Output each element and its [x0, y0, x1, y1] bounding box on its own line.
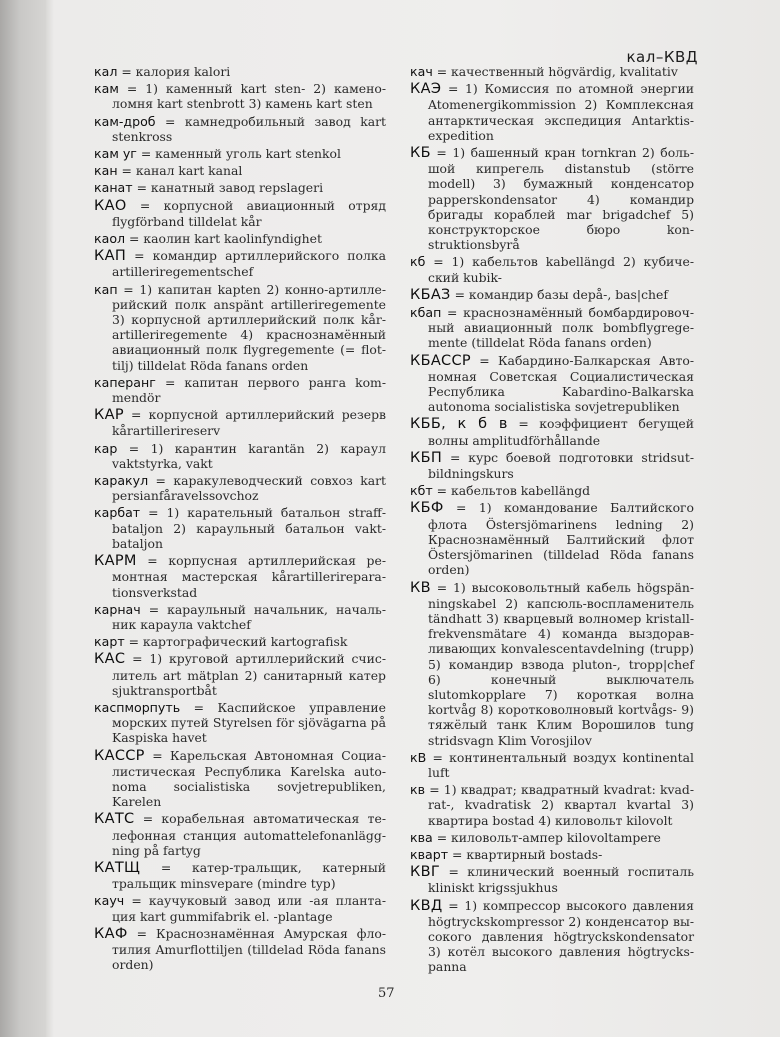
entry-headword: КВД	[410, 897, 443, 914]
entry-headword: каперанг	[94, 374, 156, 390]
entry-definition: = 1) круговой артиллерийский счислитель art mätplan 2) санитарный катер sjuktransportbåt	[112, 651, 386, 698]
dictionary-entry	[94, 375, 386, 405]
entry-headword: КБ	[410, 145, 431, 162]
entry-headword: КВГ	[410, 864, 440, 881]
dictionary-entry	[410, 847, 694, 862]
dictionary-entry	[94, 700, 386, 746]
entry-definition: = 1) высоковольтный кабель högspänningskabel 2) капсюль-воспламенитель tändhatt 3) кварцевый волномер kristallfrekvensmätare 4) команда выздоравливающих konvalescentavdelning (trupp) 5) командир взвода pluton-, tropp|chef 6) конечный выключатель slutomkopplare 7) короткая волна kortvåg 8) коротковолновый kortvågs- 9) тяжёлый танк Клим Ворошилов tung stridsvagn Klim Vorosjilov	[428, 579, 694, 748]
left-column	[94, 64, 386, 974]
dictionary-entry	[94, 180, 386, 195]
entry-definition: = 1) командование Балтийского флота Östersjömarinens ledning 2) Краснознамённый Балтийский флот Östersjömarinen (tilldelad Röda fanans orden)	[428, 500, 694, 578]
dictionary-entry	[410, 782, 694, 828]
dictionary-entry	[94, 163, 386, 178]
dictionary-entry	[94, 146, 386, 161]
entry-headword: КАССР	[94, 747, 145, 764]
entry-headword: кб	[410, 254, 426, 270]
entry-headword: ква	[410, 829, 433, 845]
dictionary-entry	[94, 893, 386, 923]
dictionary-entry	[94, 926, 386, 973]
entry-headword: каспморпуть	[94, 699, 181, 715]
entry-definition: = 1) Комиссия по атомной энергии Atomenergikommission 2) Комплексная антарктическая экспедиция Antarktisexpedition	[428, 81, 694, 143]
dictionary-entry	[94, 248, 386, 279]
entry-headword: кбап	[410, 305, 442, 321]
entry-headword: каракул	[94, 473, 149, 489]
entry-headword: КАЭ	[410, 81, 442, 98]
dictionary-entry	[410, 81, 694, 143]
entry-headword: кар	[94, 440, 118, 456]
entry-definition: = 1) карательный батальон straffbataljon 2) караульный батальон vaktbataljon	[112, 505, 386, 551]
dictionary-entry	[94, 282, 386, 373]
entry-headword: кам уг	[94, 146, 137, 162]
entry-definition: = канатный завод repslageri	[132, 180, 324, 196]
entry-headword: карбат	[94, 505, 141, 521]
entry-definition: = командир базы depå-, bas|chef	[450, 286, 668, 302]
entry-definition: = 1) карантин karantän 2) караул vaktstyrka, vakt	[112, 440, 386, 471]
entry-definition: = 1) башенный кран tornkran 2) большой кипрегель distanstub (större modell) 3) бумажный конденсатор papperskondensator 4) командир бригады кораблей mar brigadchef 5) конструкторское бюро konstruktionsbyrå	[428, 145, 694, 253]
entry-definition: = калория kalori	[117, 64, 231, 79]
dictionary-entry	[410, 64, 694, 79]
entry-definition: = 1) капитан kapten 2) конно-артиллерийский полк anspänt artilleriregemente 3) корпусной артиллерийский полк kårartilleriregemente 4) краснознамённый авиационный полк flygregemente (= flottilj) tilldelat Röda fanans orden	[112, 281, 386, 373]
dictionary-entry	[94, 634, 386, 649]
entry-headword: кам	[94, 81, 119, 97]
entry-definition: = каолин kart kaolinfyndighet	[125, 231, 322, 247]
entry-headword: кв	[410, 782, 426, 798]
entry-headword: КАС	[94, 651, 126, 668]
entry-definition: = курс боевой подготовки stridsutbildningskurs	[428, 449, 694, 482]
entry-definition: = каменный уголь kart stenkol	[136, 146, 341, 162]
dictionary-entry	[94, 651, 386, 698]
dictionary-entry	[410, 500, 694, 577]
entry-headword: карнач	[94, 601, 141, 617]
entry-headword: кварт	[410, 846, 449, 862]
dictionary-entry	[94, 860, 386, 891]
dictionary-entry	[94, 505, 386, 551]
dictionary-entry	[94, 811, 386, 858]
entry-definition: = киловольт-ампер kilovoltampere	[432, 829, 661, 845]
dictionary-entry	[94, 553, 386, 600]
entry-headword: кан	[94, 163, 118, 179]
page-number: 57	[378, 986, 395, 1001]
entry-definition: = 1) квадрат; квадратный kvadrat: kvadrat-, kvadratisk 2) квартал kvartal 3) квартира bostad 4) киловольт kilovolt	[425, 782, 694, 828]
dictionary-entry	[410, 254, 694, 284]
dictionary-entry	[410, 353, 694, 415]
entry-headword: КАР	[94, 407, 124, 424]
entry-definition: = Краснознамённая Амурская флотилия Amurflottiljen (tilldelad Röda fanans orden)	[112, 925, 386, 973]
dictionary-entry	[94, 602, 386, 632]
entry-headword: кауч	[94, 893, 125, 909]
entry-headword: КВ	[410, 579, 431, 596]
dictionary-entry	[410, 450, 694, 481]
entry-headword: КБАЗ	[410, 286, 451, 303]
entry-headword: КБАССР	[410, 352, 471, 369]
dictionary-entry	[94, 114, 386, 144]
entry-definition: = 1) каменный kart sten- 2) каменоломня kart stenbrott 3) камень kart sten	[112, 81, 386, 112]
entry-headword: карт	[94, 634, 125, 650]
dictionary-entry	[94, 81, 386, 111]
entry-headword: КАТЩ	[94, 859, 141, 876]
dictionary-entry	[410, 830, 694, 845]
entry-definition: = канал kart kanal	[117, 163, 243, 179]
dictionary-entry	[410, 145, 694, 252]
entry-definition: = Кабардино-Балкарская Автономная Советская Социалистическая Республика Kabardino-Balkarska autonoma socialistiska sovjetrepubliken	[428, 352, 694, 415]
entry-definition: = 1) компрессор высокого давления högtryckskompressor 2) конденсатор высокого давления högtryckskondensator 3) котёл высокого давления högtryckspanna	[428, 897, 694, 975]
entry-definition: = Каспийское управление морских путей Styrelsen för sjövägarna på Kaspiska havet	[112, 699, 386, 746]
dictionary-entry	[94, 441, 386, 471]
entry-definition: = квартирный bostads-	[448, 846, 603, 862]
book-spine-shadow	[0, 0, 46, 1037]
dictionary-entry	[410, 898, 694, 975]
entry-headword: КБП	[410, 449, 443, 466]
dictionary-entry	[94, 473, 386, 503]
entry-definition: = картографический kartografisk	[124, 634, 348, 650]
entry-headword: КБФ	[410, 500, 444, 517]
dictionary-entry	[94, 198, 386, 229]
entry-definition: = корабельная автоматическая телефонная станция automattelefonanläggning på fartyg	[112, 811, 386, 858]
dictionary-entry	[410, 483, 694, 498]
entry-definition: = 1) кабельтов kabellängd 2) кубический kubik-	[425, 254, 694, 285]
entry-definition: = корпусной артиллерийский резерв kårartillerireserv	[112, 407, 386, 439]
entry-definition: = капитан первого ранга kommendör	[112, 374, 386, 406]
dictionary-entry	[410, 750, 694, 780]
entry-headword: кап	[94, 281, 118, 297]
entry-definition: = краснознамённый бомбардировочный авиационный полк bombflygregemente (tilldelat Röda fanans orden)	[428, 305, 694, 351]
dictionary-entry	[94, 231, 386, 246]
entry-headword: каол	[94, 231, 126, 247]
entry-definition: = корпусной авиационный отряд flygförband tilldelat kår	[112, 197, 386, 229]
right-column	[410, 64, 694, 977]
entry-definition: = клинический военный госпиталь kliniskt krigssjukhus	[428, 864, 694, 896]
entry-definition: = каракулеводческий совхоз kart persianfåravelssovchoz	[112, 473, 386, 504]
dictionary-entry	[410, 864, 694, 895]
entry-definition: = командир артиллерийского полка artilleriregementschef	[112, 248, 386, 280]
dictionary-entry	[410, 416, 694, 447]
entry-headword: канат	[94, 180, 133, 196]
entry-headword: кам-дроб	[94, 113, 156, 129]
entry-headword: КББ, к б в	[410, 416, 508, 433]
entry-headword: КАРМ	[94, 553, 137, 570]
dictionary-entry	[410, 580, 694, 748]
dictionary-entry	[94, 748, 386, 810]
entry-headword: кВ	[410, 749, 427, 765]
dictionary-entry	[94, 64, 386, 79]
entry-definition: = корпусная артиллерийская ремонтная мастерская kårartillerireparationsverkstad	[112, 553, 386, 600]
entry-definition: = коэффициент бегущей волны amplitudförhållande	[428, 416, 695, 448]
dictionary-entry	[410, 305, 694, 351]
entry-definition: = кабельтов kabellängd	[432, 483, 591, 499]
entry-headword: кбт	[410, 483, 433, 499]
entry-definition: = качественный högvärdig, kvalitativ	[432, 64, 678, 79]
entry-headword: кач	[410, 64, 433, 79]
running-head: кал–КВД	[626, 48, 698, 66]
entry-definition: = катер-тральщик, катерный тральщик minsvepare (mindre typ)	[112, 859, 386, 892]
entry-definition: = Карельская Автономная Социалистическая Республика Karelska autonoma socialistiska sovjetrepubliken, Karelen	[112, 747, 386, 810]
entry-headword: КАФ	[94, 925, 128, 942]
dictionary-entry	[410, 287, 694, 303]
entry-headword: КАП	[94, 248, 127, 265]
entry-headword: КАТС	[94, 811, 135, 828]
entry-headword: кал	[94, 64, 118, 79]
entry-definition: = камнедробильный завод kart stenkross	[112, 113, 386, 144]
dictionary-entry	[94, 407, 386, 438]
entry-definition: = каучуковый завод или -ая плантация kart gummifabrik el. -plantage	[112, 893, 386, 924]
entry-definition: = караульный начальник, начальник караула vaktchef	[112, 601, 386, 632]
entry-definition: = континентальный воздух kontinental luft	[426, 749, 694, 780]
entry-headword: КАО	[94, 197, 127, 214]
